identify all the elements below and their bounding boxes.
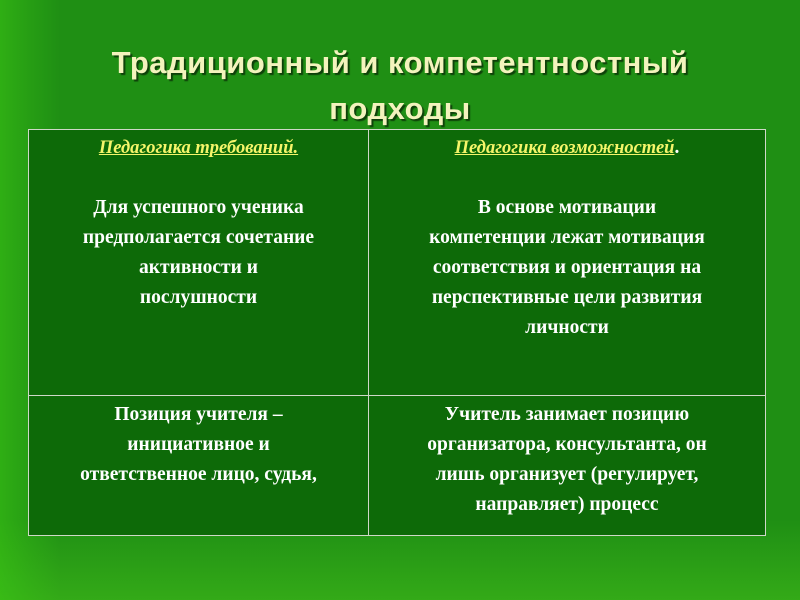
cell-text-line: лишь организует (регулирует, (435, 464, 699, 485)
comparison-table (28, 129, 766, 536)
cell-text-line: активности и (139, 257, 258, 278)
spacer (31, 163, 366, 193)
cell-text-line: В основе мотивации (477, 197, 657, 218)
slide-title-line-2: подходы (329, 91, 471, 126)
cell-heading-line (371, 133, 763, 163)
cell-text-line: инициативное и (127, 434, 270, 455)
cell-text-line: перспективные цели развития (431, 287, 703, 308)
table-cell-opportunities-pedagogy (369, 130, 766, 396)
cell-text-line: Для успешного ученика (93, 197, 304, 218)
cell-text-line: предполагается сочетание (82, 227, 315, 248)
slide-title (0, 40, 800, 132)
cell-text-line: соответствия и ориентация на (432, 257, 702, 278)
table-cell-demands-pedagogy (29, 130, 369, 396)
cell-text-line: послушности (139, 287, 258, 308)
table-cell-teacher-position-traditional (29, 396, 369, 536)
cell-heading-line (31, 133, 366, 163)
cell-text-line: направляет) процесс (475, 494, 659, 515)
cell-heading-opportunities: Педагогика возможностей (454, 138, 675, 158)
table-row (29, 130, 766, 396)
cell-text-line: личности (525, 317, 609, 338)
table-cell-teacher-position-competence (369, 396, 766, 536)
spacer (371, 163, 763, 193)
cell-text-line: Позиция учителя – (114, 404, 283, 425)
slide-title-line-1: Традиционный и компетентностный (111, 45, 689, 80)
cell-heading-opportunities-punct: . (674, 137, 680, 158)
cell-text-line: организатора, консультанта, он (427, 434, 707, 455)
cell-text-line: Учитель занимает позицию (444, 404, 690, 425)
cell-heading-demands-punct: . (293, 138, 299, 158)
cell-heading-demands: Педагогика требований (98, 138, 294, 158)
cell-text-line: компетенции лежат мотивация (429, 227, 705, 248)
cell-text-line: ответственное лицо, судья, (80, 464, 317, 485)
table-row (29, 396, 766, 536)
